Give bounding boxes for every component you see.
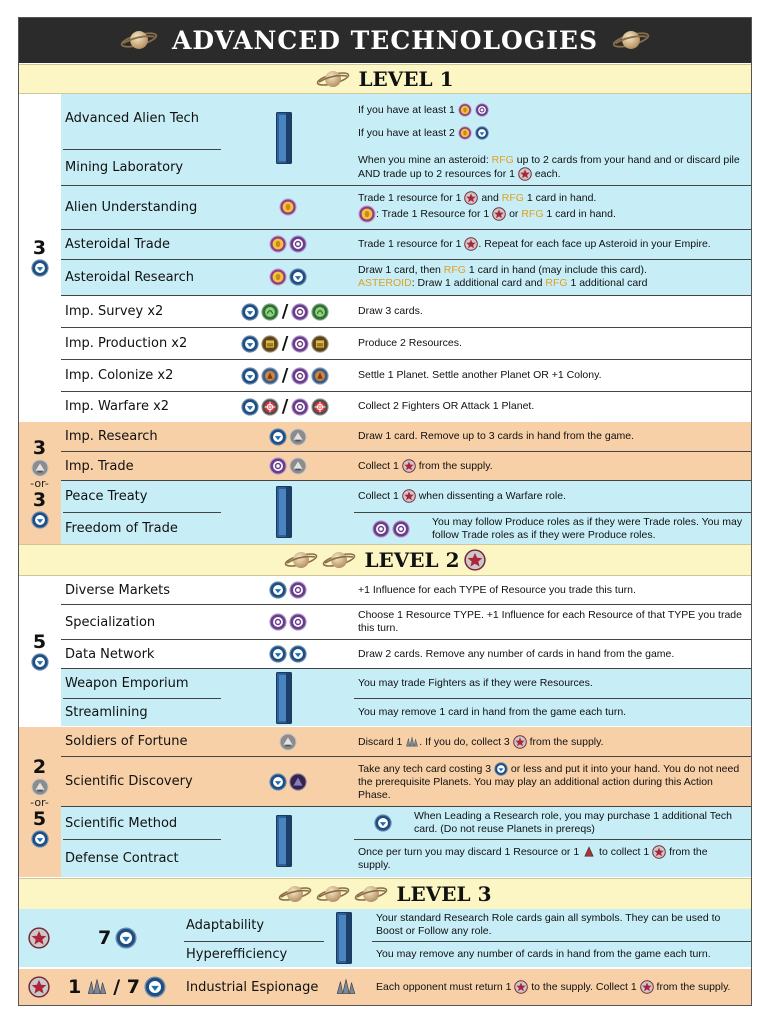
tech-desc: Collect 1 when dissenting a Warfare role. — [358, 489, 566, 502]
research-icon — [144, 976, 166, 998]
tech-imp-trade: Imp. Trade — [65, 458, 134, 474]
permanent-card-icon — [276, 486, 292, 538]
red-ship-icon — [582, 845, 596, 859]
prereq-icons — [228, 605, 348, 639]
level-2-cost-5-group — [18, 576, 752, 726]
cost-number: 5 — [32, 630, 47, 653]
influence-icon — [464, 549, 486, 571]
permanent-card-icon — [276, 815, 292, 867]
fleet-icon — [334, 976, 358, 998]
purple-icon — [269, 457, 287, 475]
cost-cell: 2 -or- 5 — [18, 727, 61, 877]
ship-icon — [289, 457, 307, 475]
tech-desc: Draw 3 cards. — [358, 305, 423, 317]
tech-specialization: Specialization — [65, 614, 156, 630]
research-icon — [289, 645, 307, 663]
tech-imp-warfare: Imp. Warfare x2 — [65, 399, 170, 414]
tech-desc: Trade 1 resource for 1 and RFG 1 card in hand. : Trade 1 Resource for 1 or RFG 1 card in hand. — [358, 186, 616, 228]
level-3-cost-7-group — [18, 909, 752, 967]
tech-desc: Draw 2 cards. Remove any number of cards in hand from the game. — [358, 647, 675, 660]
warfare-icon — [261, 398, 279, 416]
research-icon — [31, 830, 49, 848]
influence-icon — [28, 927, 50, 949]
fleet-icon — [85, 976, 109, 998]
prereq-icons: / — [230, 360, 340, 391]
tech-scientific-discovery: Scientific Discovery — [65, 774, 193, 789]
tech-alien-understanding: Alien Understanding — [65, 199, 198, 215]
permanent-card-icon — [276, 672, 292, 724]
research-icon — [241, 303, 259, 321]
prereq-icons — [228, 260, 348, 294]
influence-icon — [28, 976, 50, 998]
tech-data-network: Data Network — [65, 646, 155, 662]
cost-cell — [68, 969, 166, 1005]
level-1-cost-3-group — [18, 94, 752, 421]
tech-peace-treaty: Peace Treaty — [65, 488, 148, 504]
planet-icon — [120, 27, 158, 53]
planet-icon — [354, 883, 388, 905]
colonize-icon — [311, 367, 329, 385]
colonize-icon — [261, 367, 279, 385]
level-3-alt-group — [18, 969, 752, 1005]
page-header — [18, 17, 752, 63]
prereq-icons — [228, 422, 348, 451]
level-1-alt-cost-group — [18, 422, 752, 544]
tech-desc: Once per turn you may discard 1 Resource or 1 to collect 1 from the supply. — [358, 845, 708, 871]
tech-desc: If you have at least 1 — [358, 99, 489, 121]
green-planet-icon — [311, 303, 329, 321]
prereq-icons — [228, 452, 348, 480]
tech-imp-research: Imp. Research — [65, 429, 158, 444]
purple-icon — [392, 520, 410, 538]
production-icon — [311, 335, 329, 353]
purple-icon — [269, 613, 287, 631]
purple-icon — [291, 303, 309, 321]
cost-number: 2 — [32, 755, 47, 778]
research-icon — [269, 773, 287, 791]
alien-icon — [358, 205, 376, 223]
research-icon — [269, 581, 287, 599]
influence-icon — [464, 237, 478, 251]
research-icon — [494, 762, 508, 776]
level-3-title: LEVEL 3 — [396, 882, 492, 906]
tech-desc: Discard 1 . If you do, collect 3 from the supply. — [358, 735, 604, 748]
cost-cell — [98, 909, 137, 967]
tech-desc: You may trade Fighters as if they were Resources. — [358, 677, 593, 689]
tech-desc: Settle 1 Planet. Settle another Planet OR +1 Colony. — [358, 369, 602, 381]
tech-streamlining: Streamlining — [65, 705, 148, 720]
tech-desc: Draw 1 card. Remove up to 3 cards in hand from the game. — [358, 430, 635, 442]
trigger-icons — [368, 807, 398, 839]
planet-icon — [316, 883, 350, 905]
cost-cell — [18, 576, 61, 726]
influence-icon — [402, 489, 416, 503]
planet-icon — [322, 549, 356, 571]
planet-icon — [316, 68, 350, 90]
cost-number: 5 — [32, 807, 47, 830]
production-icon — [261, 335, 279, 353]
tech-industrial-espionage: Industrial Espionage — [186, 979, 319, 995]
cost-cell — [18, 94, 61, 421]
cost-number: 7 — [98, 927, 112, 949]
planet-icon — [284, 549, 318, 571]
tech-desc: Your standard Research Role cards gain all symbols. They can be used to Boost or Follow any role. — [376, 912, 721, 937]
tech-desc: +1 Influence for each TYPE of Resource you trade this turn. — [358, 583, 636, 596]
dark-planet-icon — [289, 773, 307, 791]
tech-desc: Each opponent must return 1 to the supply. Collect 1 from the supply. — [376, 980, 731, 993]
level-2-title: LEVEL 2 — [364, 548, 460, 572]
level-1-header — [18, 64, 752, 94]
tech-adaptability: Adaptability — [186, 917, 265, 933]
trigger-icons — [366, 513, 416, 544]
influence-icon — [518, 167, 532, 181]
planet-icon — [612, 27, 650, 53]
tech-desc: Take any tech card costing 3 or less and put it into your hand. You do not need the prerequisite Planets. You may play an additional action during this Action Phase. — [358, 762, 740, 801]
purple-icon — [289, 613, 307, 631]
tech-scientific-method: Scientific Method — [65, 815, 178, 831]
research-icon — [289, 268, 307, 286]
research-icon — [269, 428, 287, 446]
level-2-alt-cost-group — [18, 727, 752, 877]
research-icon — [374, 814, 392, 832]
influence-icon — [492, 207, 506, 221]
cost-number: 3 — [32, 488, 47, 511]
cost-number: 3 — [32, 436, 47, 459]
research-icon — [31, 511, 49, 529]
research-icon — [241, 398, 259, 416]
prereq-icons — [228, 576, 348, 604]
tech-desc: You may remove 1 card in hand from the game each turn. — [358, 706, 627, 718]
tech-reference-sheet — [18, 17, 752, 1006]
research-icon — [475, 126, 489, 140]
research-icon — [241, 367, 259, 385]
cost-number: / 7 — [113, 976, 141, 998]
tech-defense-contract: Defense Contract — [65, 851, 179, 866]
tech-desc: Trade 1 resource for 1 . Repeat for each face up Asteroid in your Empire. — [358, 237, 711, 250]
level-2-header — [18, 544, 752, 576]
fleet-icon — [405, 735, 419, 749]
warfare-icon — [311, 398, 329, 416]
ship-icon — [31, 459, 49, 477]
tech-asteroidal-research: Asteroidal Research — [65, 269, 194, 285]
research-icon — [31, 653, 49, 671]
alien-icon — [269, 235, 287, 253]
tech-asteroidal-trade: Asteroidal Trade — [65, 236, 170, 252]
tech-desc: Produce 2 Resources. — [358, 337, 462, 349]
tech-diverse-markets: Diverse Markets — [65, 582, 171, 598]
tech-desc: Collect 2 Fighters OR Attack 1 Planet. — [358, 400, 535, 412]
alien-icon — [458, 126, 472, 140]
planet-icon — [278, 883, 312, 905]
cost-number: 3 — [32, 237, 47, 259]
fleet-icon — [279, 733, 297, 751]
alien-icon — [279, 198, 297, 216]
prereq-icons — [228, 186, 348, 228]
permanent-card-icon — [276, 112, 292, 164]
research-icon — [241, 335, 259, 353]
prereq-icons — [228, 727, 348, 756]
purple-icon — [289, 235, 307, 253]
purple-icon — [289, 581, 307, 599]
tech-mining-laboratory: Mining Laboratory — [65, 159, 184, 175]
tech-desc: When you mine an asteroid: RFG up to 2 cards from your hand and or discard pile AND trade up to 2 resources for 1 each. — [358, 153, 740, 180]
ship-icon — [289, 428, 307, 446]
cost-cell: 3 -or- 3 — [18, 422, 61, 544]
purple-icon — [475, 103, 489, 117]
influence-icon — [652, 845, 666, 859]
influence-icon — [514, 980, 528, 994]
research-icon — [31, 259, 49, 277]
research-icon — [269, 645, 287, 663]
green-planet-icon — [261, 303, 279, 321]
research-icon — [115, 927, 137, 949]
tech-imp-production: Imp. Production x2 — [65, 336, 188, 351]
tech-desc: You may follow Produce roles as if they were Trade roles. You may follow Trade roles as if they were Produce roles. — [432, 515, 743, 541]
tech-soldiers-of-fortune: Soldiers of Fortune — [65, 734, 188, 749]
tech-desc: You may remove any number of cards in hand from the game each turn. — [376, 948, 711, 960]
tech-desc: Draw 1 card, then RFG 1 card in hand (may include this card). ASTEROID: Draw 1 additional card and RFG 1 additional card — [358, 264, 648, 289]
prereq-icons: / — [230, 296, 340, 327]
purple-icon — [291, 398, 309, 416]
tech-imp-colonize: Imp. Colonize x2 — [65, 368, 174, 383]
tech-imp-survey: Imp. Survey x2 — [65, 304, 164, 319]
prereq-icons: / — [230, 328, 340, 359]
cost-number: 1 — [68, 976, 82, 998]
influence-icon — [640, 980, 654, 994]
prereq-icons — [228, 757, 348, 806]
purple-icon — [372, 520, 390, 538]
influence-icon — [402, 459, 416, 473]
alien-icon — [269, 268, 287, 286]
influence-icon — [464, 191, 478, 205]
tech-desc: If you have at least 2 — [358, 122, 489, 144]
level-3-header — [18, 878, 752, 910]
tech-advanced-alien-tech: Advanced Alien Tech — [65, 110, 199, 126]
tech-hyperefficiency: Hyperefficiency — [186, 947, 288, 962]
influence-icon — [513, 735, 527, 749]
purple-icon — [291, 335, 309, 353]
purple-icon — [291, 367, 309, 385]
permanent-card-icon — [336, 912, 352, 964]
page-title: ADVANCED TECHNOLOGIES — [172, 25, 598, 55]
fleet-icon — [31, 778, 49, 796]
tech-desc: Collect 1 from the supply. — [358, 459, 493, 472]
prereq-icons — [228, 230, 348, 258]
prereq-icons — [228, 640, 348, 668]
tech-weapon-emporium: Weapon Emporium — [65, 676, 189, 691]
tech-desc: When Leading a Research role, you may purchase 1 additional Tech card. (Do not reuse Planets in prereqs) — [414, 810, 732, 835]
prereq-icons: / — [230, 392, 340, 421]
tech-freedom-of-trade: Freedom of Trade — [65, 521, 178, 536]
alien-icon — [458, 103, 472, 117]
level-1-title: LEVEL 1 — [358, 67, 454, 91]
tech-desc: Choose 1 Resource TYPE. +1 Influence for each Resource of that TYPE you trade this turn. — [358, 609, 742, 634]
